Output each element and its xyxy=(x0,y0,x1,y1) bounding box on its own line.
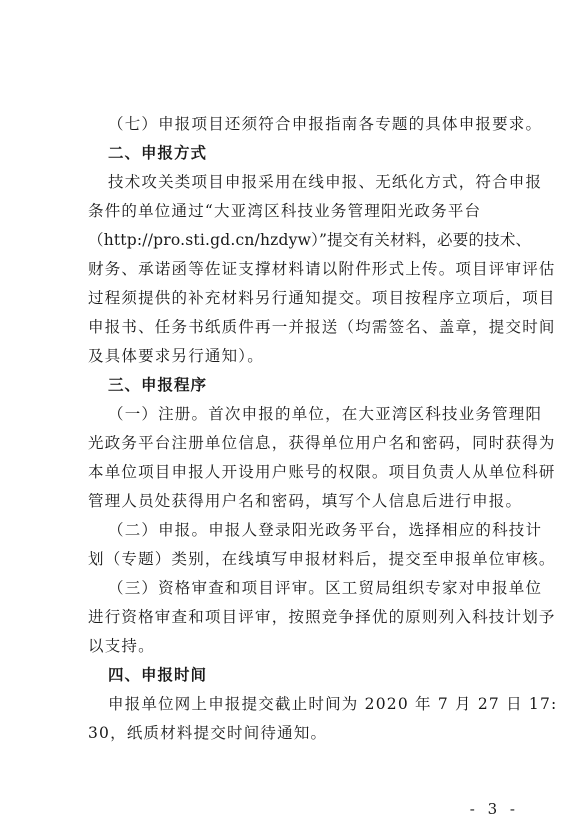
procedure-step-1-line: 光政务平台注册单位信息，获得单位用户名和密码，同时获得为 xyxy=(88,434,556,452)
procedure-step-2-line: 划（专题）类别，在线填写申报材料后，提交至申报单位审核。 xyxy=(88,550,556,568)
method-text-line: 条件的单位通过“大亚湾区科技业务管理阳光政务平台 xyxy=(88,202,482,220)
time-text-line: 申报单位网上申报提交截止时间为 2020 年 7 月 27 日 17: xyxy=(108,695,558,713)
procedure-step-1-line: 管理人员处获得用户名和密码，填写个人信息后进行申报。 xyxy=(88,492,523,510)
procedure-step-3-line: 进行资格审查和项目评审，按照竞争择优的原则列入科技计划予 xyxy=(88,608,556,626)
procedure-step-1-line: （一）注册。首次申报的单位，在大亚湾区科技业务管理阳 xyxy=(108,405,543,423)
method-text-line: 及具体要求另行通知）。 xyxy=(88,347,264,365)
method-text-line: 技术攻关类项目申报采用在线申报、无纸化方式，符合申报 xyxy=(108,173,543,191)
page-number: - 3 - xyxy=(469,800,519,818)
procedure-step-3-line: （三）资格审查和项目评审。区工贸局组织专家对申报单位 xyxy=(108,579,543,597)
procedure-step-1-line: 本单位项目申报人开设用户账号的权限。项目负责人从单位科研 xyxy=(88,463,556,481)
method-text-line-url: （http://pro.sti.gd.cn/hzdyw）”提交有关材料，必要的技术、 xyxy=(88,231,532,249)
section-heading-procedure: 三、申报程序 xyxy=(108,376,208,394)
method-text-line: 申报书、任务书纸质件再一并报送（均需签名、盖章，提交时间 xyxy=(88,318,556,336)
paragraph-item-7: （七）申报项目还须符合申报指南各专题的具体申报要求。 xyxy=(108,115,543,133)
method-text-line: 过程须提供的补充材料另行通知提交。项目按程序立项后，项目 xyxy=(88,289,556,307)
procedure-step-2-line: （二）申报。申报人登录阳光政务平台，选择相应的科技计 xyxy=(108,521,543,539)
section-heading-time: 四、申报时间 xyxy=(108,666,208,684)
section-heading-method: 二、申报方式 xyxy=(108,144,208,162)
procedure-step-3-line: 以支持。 xyxy=(88,637,155,655)
time-text-line: 30，纸质材料提交时间待通知。 xyxy=(88,724,328,742)
method-text-line: 财务、承诺函等佐证支撑材料请以附件形式上传。项目评审评估 xyxy=(88,260,556,278)
